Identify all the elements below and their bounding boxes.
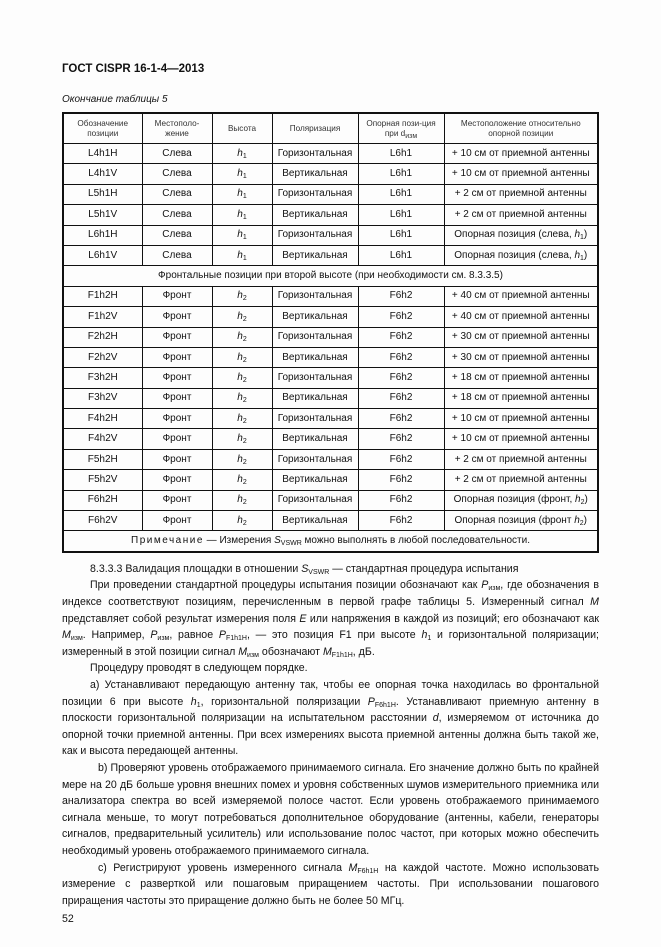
body-text bbox=[62, 561, 599, 909]
cell-reference: F6h2 bbox=[358, 286, 444, 306]
cell-location: Фронт bbox=[142, 429, 212, 449]
text-run: Опорная позиция (фронт bbox=[454, 514, 575, 526]
text-run: представляет собой результат измерения поля bbox=[62, 612, 300, 625]
table-row bbox=[63, 225, 598, 245]
cell-reference: F6h2 bbox=[358, 511, 444, 531]
italic-symbol: P bbox=[150, 629, 158, 642]
cell-position: F3h2H bbox=[63, 368, 142, 388]
cell-polarization: Вертикальная bbox=[272, 470, 358, 490]
note-cell bbox=[63, 531, 598, 552]
subscript: 2 bbox=[242, 478, 247, 486]
text-run: , где обозначения в индексе соответствуют позициям, перечисленным в первой графе таблицы 5. Измеренный сигнал bbox=[62, 579, 599, 608]
text-run: , измеряемом от источника до опорной точки приемной антенны. При всех измерениях высота приемной антенны должна быть такой же, как и высота передающей антенны. bbox=[62, 712, 599, 758]
italic-symbol: h bbox=[237, 331, 243, 343]
cell-location: Слева bbox=[142, 164, 212, 184]
italic-symbol: P bbox=[481, 579, 489, 592]
cell-polarization: Вертикальная bbox=[272, 205, 358, 225]
cell-position: L4h1V bbox=[63, 164, 142, 184]
italic-symbol: S bbox=[301, 562, 309, 575]
cell-reference: F6h2 bbox=[358, 347, 444, 367]
text-run: можно выполнять в любой последовательности. bbox=[301, 535, 530, 547]
cell-relative-location bbox=[444, 490, 598, 510]
note-label: Примечание bbox=[131, 535, 204, 547]
cell-relative-location: + 18 см от приемной антенны bbox=[444, 388, 598, 408]
subscript: изм bbox=[157, 635, 170, 643]
cell-location: Фронт bbox=[142, 490, 212, 510]
subscript: 2 bbox=[242, 519, 247, 527]
cell-position: L6h1V bbox=[63, 245, 142, 265]
cell-position: L5h1H bbox=[63, 184, 142, 204]
cell-height bbox=[212, 368, 272, 388]
subscript: F6h1H bbox=[357, 867, 379, 875]
cell-polarization: Вертикальная bbox=[272, 307, 358, 327]
cell-location: Фронт bbox=[142, 409, 212, 429]
italic-symbol: h bbox=[237, 453, 243, 465]
cell-relative-location: + 30 см от приемной антенны bbox=[444, 327, 598, 347]
cell-height bbox=[212, 449, 272, 469]
italic-symbol: h bbox=[574, 514, 580, 526]
text-run: на каждой частоте. Можно использовать измерение с разверткой или пошаговым приращением частоты. При использовании пошагового приращения частоты это приращение должно быть не более 50 МГц. bbox=[62, 861, 599, 907]
cell-height bbox=[212, 409, 272, 429]
cell-relative-location: + 40 см от приемной антенны bbox=[444, 307, 598, 327]
italic-symbol: M bbox=[238, 645, 248, 658]
text-run: обозначают bbox=[258, 645, 323, 658]
cell-polarization: Горизонтальная bbox=[272, 490, 358, 510]
text-run: Процедуру проводят в следующем порядке. bbox=[90, 662, 308, 675]
text-run: c) Регистрируют уровень измеренного сигнала bbox=[98, 861, 349, 874]
cell-position: F1h2H bbox=[63, 286, 142, 306]
cell-polarization: Горизонтальная bbox=[272, 184, 358, 204]
cell-position: F6h2H bbox=[63, 490, 142, 510]
text-run: ) bbox=[584, 494, 588, 506]
text-run: Опорная позиция (слева, bbox=[454, 229, 575, 241]
cell-location: Слева bbox=[142, 144, 212, 164]
text-run: или напряжения в каждой из позиций; его обозначают как bbox=[306, 612, 599, 625]
cell-height bbox=[212, 470, 272, 490]
cell-reference: L6h1 bbox=[358, 225, 444, 245]
col-header bbox=[358, 113, 444, 144]
page-number: 52 bbox=[62, 913, 74, 926]
italic-symbol: h bbox=[574, 249, 580, 261]
table-header-row bbox=[63, 113, 598, 144]
table-row bbox=[63, 347, 598, 367]
text-run: , равное bbox=[169, 629, 219, 642]
table-row bbox=[63, 449, 598, 469]
cell-relative-location: + 10 см от приемной антенны bbox=[444, 429, 598, 449]
cell-location: Слева bbox=[142, 245, 212, 265]
cell-height bbox=[212, 164, 272, 184]
paragraph bbox=[62, 760, 599, 860]
col-header-sub: изм bbox=[405, 132, 418, 140]
text-run: — стандартная процедура испытания bbox=[329, 562, 519, 575]
cell-relative-location bbox=[444, 245, 598, 265]
text-run: b) Проверяют уровень отображаемого принимаемого сигнала. Его значение должно быть по крайней мере на 20 дБ больше уровня внешних помех и уровня собственных шумов измерительного приемника или анализатора спектра во всей измеряемой полосе частот. Если уровень отображаемого принимаемого сигнала меньше, то могут потребоваться дополнительное оборудование (антенны, кабели, генераторы сигналов, предварительный усилитель) или использование полос частот, при которых можно обеспечить необходимый уровень отображаемого принимаемого сигнала. bbox=[62, 761, 599, 857]
italic-symbol: h bbox=[237, 168, 243, 180]
subscript: 2 bbox=[242, 417, 247, 425]
italic-symbol: h bbox=[237, 514, 243, 526]
cell-polarization: Горизонтальная bbox=[272, 225, 358, 245]
italic-symbol: h bbox=[237, 229, 243, 241]
cell-position: F1h2V bbox=[63, 307, 142, 327]
cell-reference: F6h2 bbox=[358, 307, 444, 327]
text-run: a) Устанавливают передающую антенну так, чтобы ее опорная точка находилась во фронтальной позиции 6 при высоте bbox=[62, 678, 599, 708]
cell-polarization: Горизонтальная bbox=[272, 286, 358, 306]
cell-reference: L6h1 bbox=[358, 144, 444, 164]
subscript: 1 bbox=[580, 254, 584, 262]
table-row bbox=[63, 470, 598, 490]
cell-polarization: Вертикальная bbox=[272, 245, 358, 265]
cell-polarization: Горизонтальная bbox=[272, 368, 358, 388]
subscript: 2 bbox=[242, 458, 247, 466]
paragraph bbox=[62, 577, 599, 660]
italic-symbol: h bbox=[237, 208, 243, 220]
cell-position: F6h2V bbox=[63, 511, 142, 531]
cell-reference: L6h1 bbox=[358, 184, 444, 204]
italic-symbol: h bbox=[237, 392, 243, 404]
cell-height bbox=[212, 225, 272, 245]
cell-reference: F6h2 bbox=[358, 490, 444, 510]
cell-height bbox=[212, 205, 272, 225]
subscript: 1 bbox=[242, 213, 247, 221]
cell-location: Слева bbox=[142, 205, 212, 225]
text-run: , дБ. bbox=[352, 645, 375, 658]
cell-position: F5h2V bbox=[63, 470, 142, 490]
cell-height bbox=[212, 245, 272, 265]
italic-symbol: S bbox=[274, 535, 281, 547]
cell-reference: L6h1 bbox=[358, 205, 444, 225]
cell-position: F4h2V bbox=[63, 429, 142, 449]
col-header: Высота bbox=[212, 113, 272, 144]
italic-symbol: h bbox=[574, 229, 580, 241]
italic-symbol: M bbox=[348, 861, 358, 874]
cell-relative-location: + 2 см от приемной антенны bbox=[444, 205, 598, 225]
subscript: 1 bbox=[242, 173, 247, 181]
paragraph bbox=[62, 561, 599, 578]
cell-position: F5h2H bbox=[63, 449, 142, 469]
paragraph bbox=[62, 660, 599, 677]
italic-symbol: h bbox=[421, 629, 428, 642]
cell-height bbox=[212, 429, 272, 449]
subscript: F1h1H bbox=[225, 635, 247, 643]
subscript: изм bbox=[488, 585, 501, 593]
cell-polarization: Горизонтальная bbox=[272, 327, 358, 347]
italic-symbol: h bbox=[237, 473, 243, 485]
positions-table bbox=[62, 112, 599, 553]
cell-relative-location: + 10 см от приемной антенны bbox=[444, 409, 598, 429]
cell-reference: F6h2 bbox=[358, 368, 444, 388]
table-caption: Окончание таблицы 5 bbox=[62, 94, 168, 105]
subscript: 1 bbox=[242, 234, 247, 242]
cell-polarization: Вертикальная bbox=[272, 429, 358, 449]
cell-relative-location bbox=[444, 511, 598, 531]
table-row bbox=[63, 511, 598, 531]
cell-polarization: Вертикальная bbox=[272, 388, 358, 408]
table-row bbox=[63, 327, 598, 347]
table-row bbox=[63, 429, 598, 449]
cell-relative-location: + 10 см от приемной антенны bbox=[444, 164, 598, 184]
cell-height bbox=[212, 286, 272, 306]
cell-position: L4h1H bbox=[63, 144, 142, 164]
cell-polarization: Вертикальная bbox=[272, 511, 358, 531]
subscript: VSWR bbox=[308, 568, 330, 576]
text-run: Опорная позиция (фронт, bbox=[453, 494, 576, 506]
italic-symbol: h bbox=[237, 371, 243, 383]
subscript: 2 bbox=[242, 499, 247, 507]
subscript: 1 bbox=[242, 254, 247, 262]
italic-symbol: h bbox=[575, 494, 581, 506]
subscript: 1 bbox=[242, 193, 247, 201]
italic-symbol: P bbox=[218, 629, 226, 642]
cell-polarization: Вертикальная bbox=[272, 164, 358, 184]
cell-location: Фронт bbox=[142, 511, 212, 531]
cell-position: L6h1H bbox=[63, 225, 142, 245]
col-header-text: Опорная пози-ция при d bbox=[366, 118, 436, 138]
subscript: F6h1H bbox=[374, 701, 396, 709]
cell-polarization: Горизонтальная bbox=[272, 409, 358, 429]
cell-reference: F6h2 bbox=[358, 388, 444, 408]
cell-position: F2h2H bbox=[63, 327, 142, 347]
cell-location: Фронт bbox=[142, 286, 212, 306]
italic-symbol: h bbox=[237, 290, 243, 302]
cell-location: Слева bbox=[142, 184, 212, 204]
italic-symbol: h bbox=[237, 351, 243, 363]
cell-location: Фронт bbox=[142, 347, 212, 367]
subscript: 1 bbox=[580, 234, 584, 242]
table-row bbox=[63, 144, 598, 164]
cell-reference: F6h2 bbox=[358, 470, 444, 490]
cell-relative-location: + 10 см от приемной антенны bbox=[444, 144, 598, 164]
cell-position: L5h1V bbox=[63, 205, 142, 225]
text-run: ) bbox=[583, 229, 588, 241]
italic-symbol: h bbox=[237, 249, 243, 261]
cell-relative-location: + 30 см от приемной антенны bbox=[444, 347, 598, 367]
text-run: ) bbox=[583, 249, 588, 261]
cell-relative-location: + 40 см от приемной антенны bbox=[444, 286, 598, 306]
text-run: ) bbox=[583, 514, 587, 526]
italic-symbol: P bbox=[367, 695, 375, 708]
text-run: , — это позиция F1 при высоте bbox=[246, 629, 422, 642]
cell-relative-location: + 2 см от приемной антенны bbox=[444, 449, 598, 469]
cell-location: Фронт bbox=[142, 470, 212, 490]
italic-symbol: h bbox=[237, 433, 243, 445]
standard-header: ГОСТ CISPR 16-1-4—2013 bbox=[62, 63, 205, 75]
cell-position: F4h2H bbox=[63, 409, 142, 429]
italic-symbol: h bbox=[237, 310, 243, 322]
cell-height bbox=[212, 307, 272, 327]
table-row bbox=[63, 490, 598, 510]
subscript: 2 bbox=[580, 499, 585, 507]
table-row bbox=[63, 184, 598, 204]
text-run: и горизонтальной поляризации; измеренный в этой позиции сигнал bbox=[62, 629, 599, 658]
cell-location: Фронт bbox=[142, 388, 212, 408]
cell-position: F2h2V bbox=[63, 347, 142, 367]
italic-symbol: h bbox=[237, 188, 243, 200]
subscript: изм bbox=[247, 651, 259, 659]
text-run: Опорная позиция (слева, bbox=[454, 249, 575, 261]
subscript: 2 bbox=[242, 376, 247, 384]
subscript: изм bbox=[70, 635, 83, 643]
col-header: Поляризация bbox=[272, 113, 358, 144]
italic-symbol: d bbox=[432, 712, 439, 725]
cell-location: Фронт bbox=[142, 368, 212, 388]
italic-symbol: h bbox=[237, 147, 243, 159]
cell-relative-location: + 18 см от приемной антенны bbox=[444, 368, 598, 388]
table-row bbox=[63, 388, 598, 408]
cell-height bbox=[212, 144, 272, 164]
subscript: F1h1H bbox=[331, 651, 353, 659]
cell-reference: L6h1 bbox=[358, 164, 444, 184]
table-row bbox=[63, 286, 598, 306]
subscript: 2 bbox=[579, 519, 584, 527]
table-row bbox=[63, 245, 598, 265]
cell-polarization: Вертикальная bbox=[272, 347, 358, 367]
col-header: Обозначение позиции bbox=[63, 113, 142, 144]
subscript: 2 bbox=[242, 336, 247, 344]
cell-position: F3h2V bbox=[63, 388, 142, 408]
cell-height bbox=[212, 490, 272, 510]
cell-location: Фронт bbox=[142, 307, 212, 327]
table-row bbox=[63, 164, 598, 184]
cell-polarization: Горизонтальная bbox=[272, 449, 358, 469]
col-header: Местополо-жение bbox=[142, 113, 212, 144]
text-run: , горизонтальной поляризации bbox=[200, 695, 368, 708]
text-run: . Устанавливают приемную антенну в плоскости горизонтальной поляризации на испытательном расстоянии bbox=[62, 695, 599, 725]
table-row bbox=[63, 409, 598, 429]
subscript: 2 bbox=[242, 438, 247, 446]
span-cell: Фронтальные позиции при второй высоте (при необходимости см. 8.3.3.5) bbox=[63, 266, 598, 286]
table-note-row bbox=[63, 531, 598, 552]
text-run: 8.3.3.3 Валидация площадки в отношении bbox=[90, 562, 302, 575]
cell-reference: F6h2 bbox=[358, 449, 444, 469]
subscript: 1 bbox=[242, 152, 247, 160]
cell-relative-location bbox=[444, 225, 598, 245]
cell-height bbox=[212, 388, 272, 408]
table-row bbox=[63, 368, 598, 388]
subscript: 2 bbox=[242, 356, 247, 364]
table-span-row bbox=[63, 266, 598, 286]
text-run: . Например, bbox=[82, 629, 151, 642]
cell-height bbox=[212, 327, 272, 347]
italic-symbol: E bbox=[299, 612, 307, 625]
cell-relative-location: + 2 см от приемной антенны bbox=[444, 184, 598, 204]
subscript: 2 bbox=[242, 397, 247, 405]
paragraph bbox=[62, 860, 599, 910]
italic-symbol: M bbox=[322, 645, 332, 658]
cell-polarization: Горизонтальная bbox=[272, 144, 358, 164]
italic-symbol: h bbox=[190, 695, 197, 708]
italic-symbol: M bbox=[590, 596, 599, 608]
cell-reference: F6h2 bbox=[358, 429, 444, 449]
subscript: 1 bbox=[427, 635, 432, 643]
cell-reference: F6h2 bbox=[358, 327, 444, 347]
cell-location: Фронт bbox=[142, 327, 212, 347]
text-run: — Измерения bbox=[203, 535, 275, 547]
cell-location: Фронт bbox=[142, 449, 212, 469]
paragraph bbox=[62, 677, 599, 760]
table-row bbox=[63, 205, 598, 225]
subscript: 1 bbox=[196, 701, 201, 709]
italic-symbol: h bbox=[237, 412, 243, 424]
cell-height bbox=[212, 347, 272, 367]
table-row bbox=[63, 307, 598, 327]
subscript: 2 bbox=[242, 295, 247, 303]
cell-location: Слева bbox=[142, 225, 212, 245]
cell-reference: F6h2 bbox=[358, 409, 444, 429]
cell-reference: L6h1 bbox=[358, 245, 444, 265]
subscript: 2 bbox=[242, 315, 247, 323]
italic-symbol: h bbox=[237, 494, 243, 506]
col-header: Местоположение относительно опорной позиции bbox=[444, 113, 598, 144]
cell-relative-location: + 2 см от приемной антенны bbox=[444, 470, 598, 490]
subscript: VSWR bbox=[280, 540, 302, 548]
text-run: При проведении стандартной процедуры испытания позиции обозначают как bbox=[90, 579, 482, 592]
italic-symbol: M bbox=[62, 629, 71, 642]
cell-height bbox=[212, 511, 272, 531]
cell-height bbox=[212, 184, 272, 204]
